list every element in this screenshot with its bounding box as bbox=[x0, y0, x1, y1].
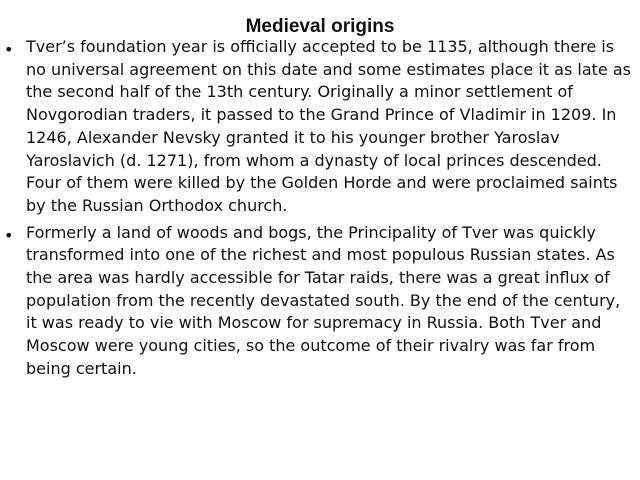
bullet-marker-icon: • bbox=[4, 225, 14, 245]
bullet-list bbox=[0, 36, 634, 385]
bullet-marker-icon: • bbox=[4, 40, 14, 59]
slide-title: Medieval origins bbox=[245, 16, 395, 37]
bullet-text: Tver’s foundation year is officially accepted to be 1135, although there is no universal agreement on this date and some estimates place it as late as the second half of the 13th century. Originally a minor settlement of Novgorodian traders, it passed to the Grand Prince of Vladimir in 1209. In 1246, Alexander Nevsky granted it to his younger brother Yaroslav Yaroslavich (d. 1271), from whom a dynasty of local princes descended. Four of them were killed by the Golden Horde and were proclaimed saints by the Russian Orthodox church. bbox=[26, 37, 631, 215]
bullet-item bbox=[0, 222, 634, 381]
bullet-text: Formerly a land of woods and bogs, the Principality of Tver was quickly transformed into one of the richest and most populous Russian states. As the area was hardly accessible for Tatar raids, there was a great influx of population from the recently devastated south. By the end of the century, it was ready to vie with Moscow for supremacy in Russia. Both Tver and Moscow were young cities, so the outcome of their rivalry was far from being certain. bbox=[26, 222, 621, 378]
bullet-item bbox=[0, 36, 634, 218]
